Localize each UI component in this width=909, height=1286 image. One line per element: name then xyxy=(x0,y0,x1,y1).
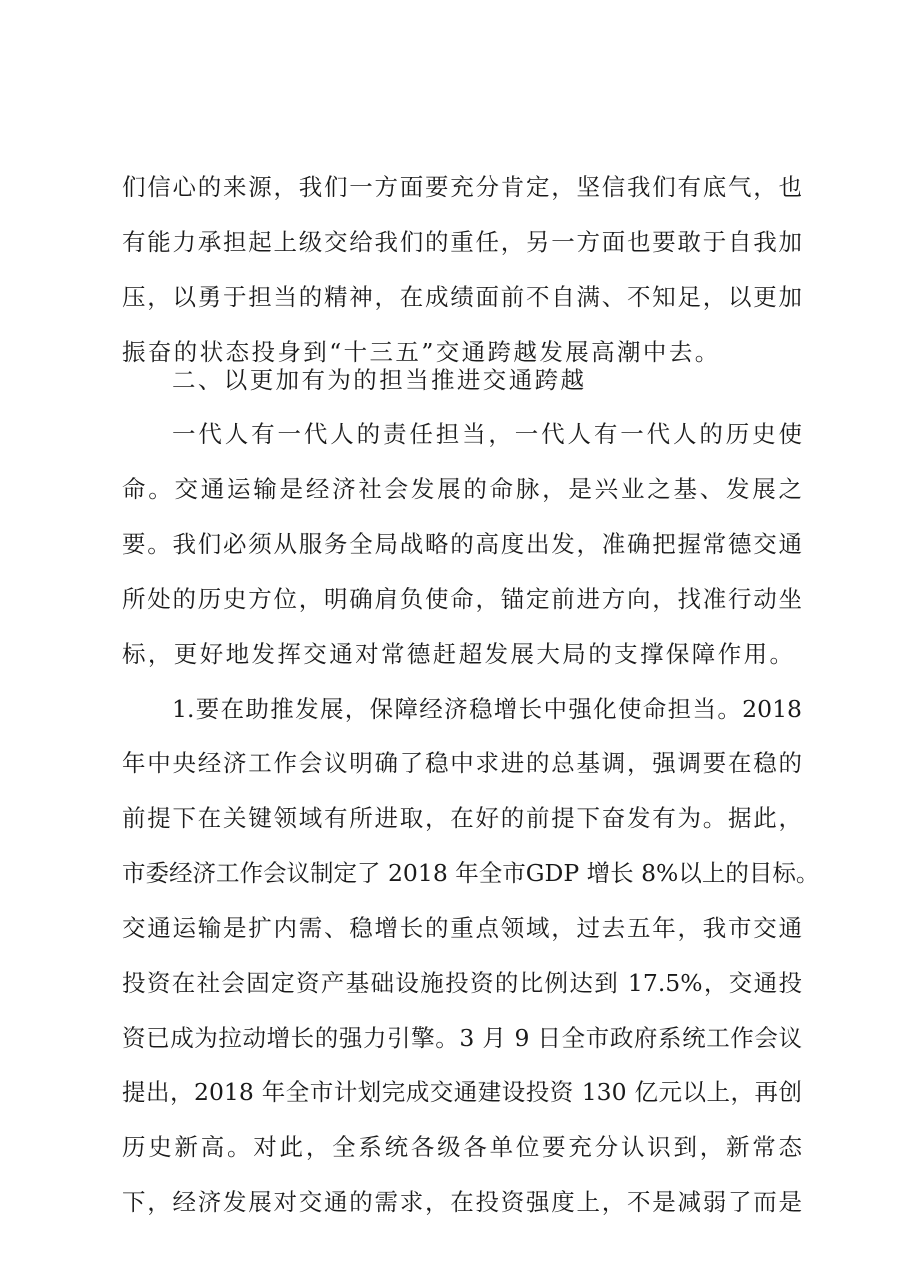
text-line: 资已成为拉动增长的强力引擎。3 月 9 日全市政府系统工作会议 xyxy=(122,1024,802,1052)
text-line: 市委经济工作会议制定了 2018 年全市GDP 增长 8%以上的目标。 xyxy=(122,859,820,887)
text-line: 标，更好地发挥交通对常德赶超发展大局的支撑保障作用。 xyxy=(122,640,796,668)
text-line: 振奋的状态投身到“十三五”交通跨越发展高潮中去。 xyxy=(122,338,721,366)
text-line: 投资在社会固定资产基础设施投资的比例达到 17.5%，交通投 xyxy=(122,969,802,997)
text-line: 1.要在助推发展，保障经济稳增长中强化使命担当。2018 xyxy=(172,695,802,723)
text-line: 年中央经济工作会议明确了稳中求进的总基调，强调要在稳的 xyxy=(122,749,802,777)
text-line: 们信心的来源，我们一方面要充分肯定，坚信我们有底气，也 xyxy=(122,173,802,201)
section-heading: 二、以更加有为的担当推进交通跨越 xyxy=(172,366,587,394)
text-line: 历史新高。对此，全系统各级各单位要充分认识到，新常态 xyxy=(122,1133,802,1161)
text-line: 交通运输是扩内需、稳增长的重点领域，过去五年，我市交通 xyxy=(122,914,802,942)
text-line: 下，经济发展对交通的需求，在投资强度上，不是减弱了而是 xyxy=(122,1188,802,1216)
text-line: 要。我们必须从服务全局战略的高度出发，准确把握常德交通 xyxy=(122,530,802,558)
text-line: 有能力承担起上级交给我们的重任，另一方面也要敢于自我加 xyxy=(122,228,802,256)
text-line: 压，以勇于担当的精神，在成绩面前不自满、不知足，以更加 xyxy=(122,283,802,311)
text-line: 前提下在关键领域有所进取，在好的前提下奋发有为。据此， xyxy=(122,804,802,832)
text-line: 所处的历史方位，明确肩负使命，锚定前进方向，找准行动坐 xyxy=(122,585,802,613)
text-line: 命。交通运输是经济社会发展的命脉，是兴业之基、发展之 xyxy=(122,475,802,503)
text-line: 一代人有一代人的责任担当，一代人有一代人的历史使 xyxy=(172,420,802,448)
text-line: 提出，2018 年全市计划完成交通建设投资 130 亿元以上，再创 xyxy=(122,1078,802,1106)
